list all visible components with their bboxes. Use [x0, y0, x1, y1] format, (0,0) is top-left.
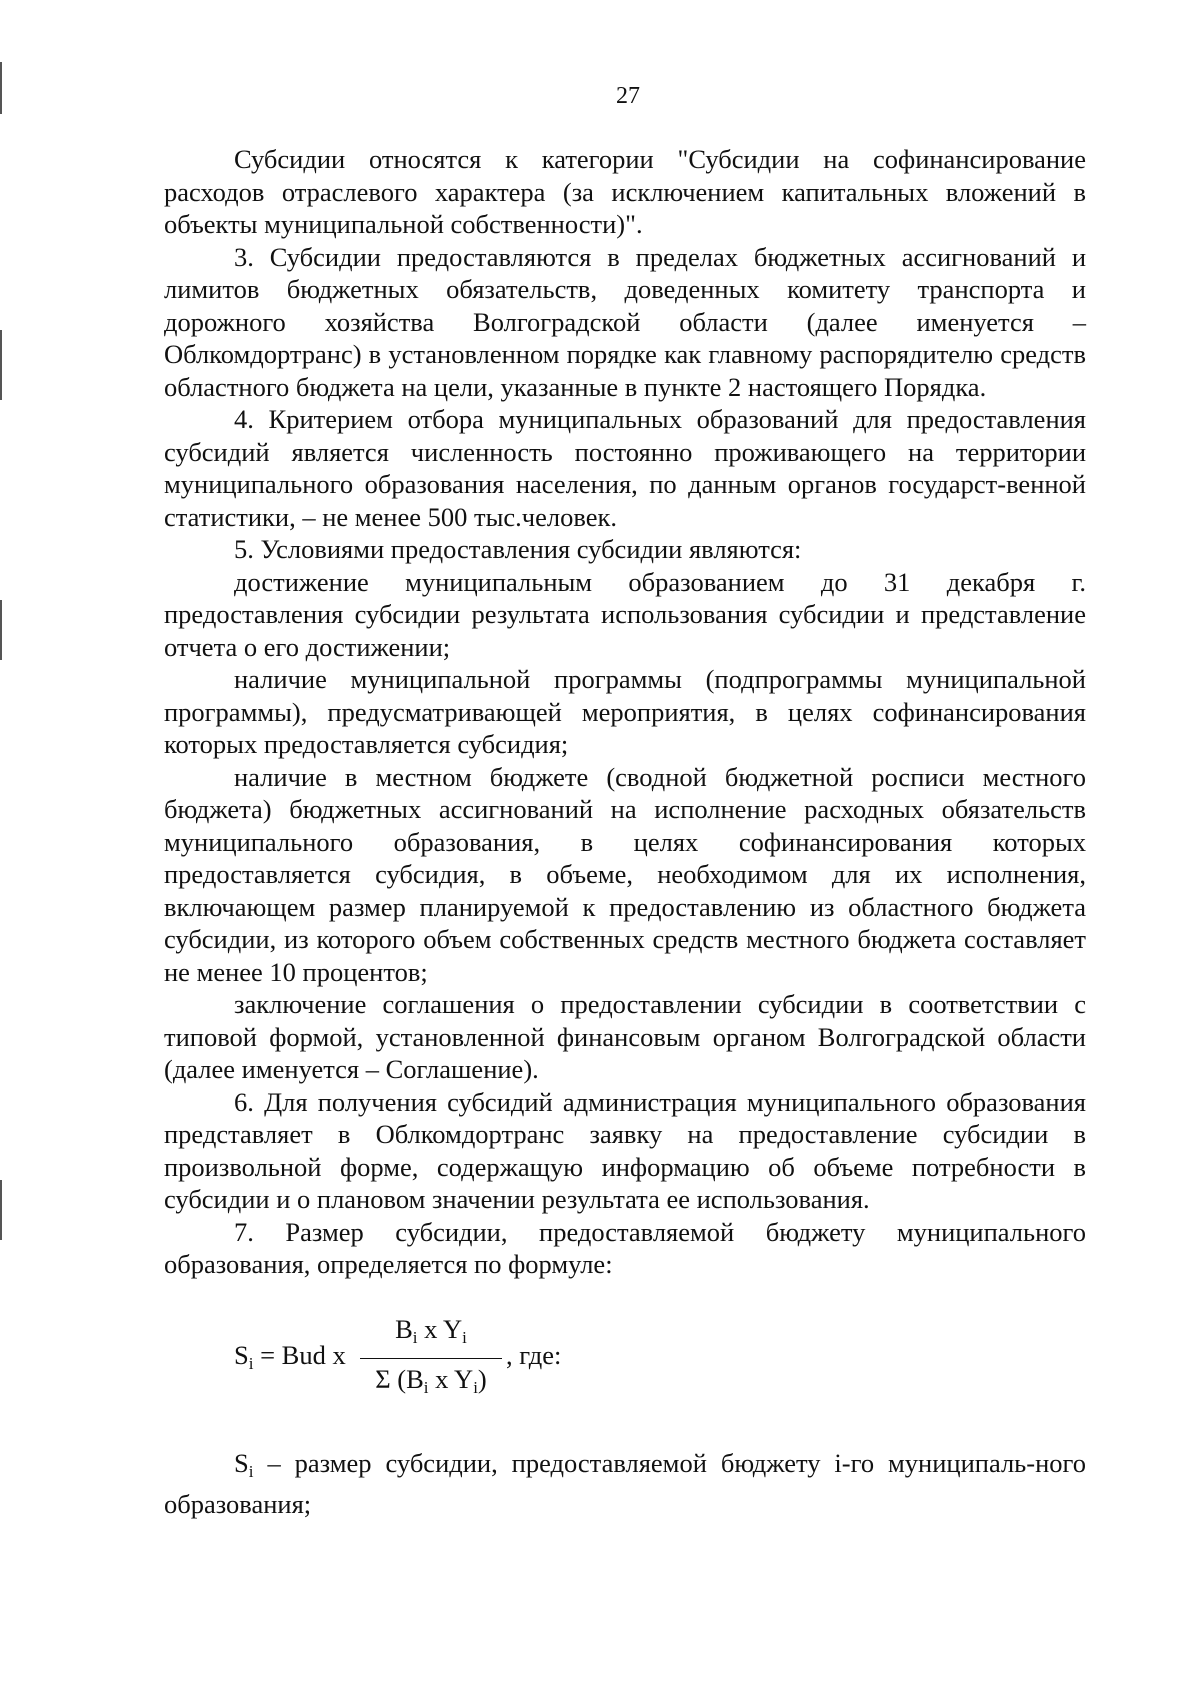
condition-budget: наличие в местном бюджете (сводной бюджетной росписи местного бюджета) бюджетных ассигнований на исполнение расходных обязательств муниципального образования, в целях софинансирования которых предоставляется субсидия, в объеме, необходимом для их исполнения, включающем размер планируемой к предоставлению из областного бюджета субсидии, из которого объем собственных средств местного бюджета составляет не менее 10 процентов;	[164, 761, 1086, 987]
page-number: 27	[616, 83, 640, 109]
scan-edge-mark	[0, 330, 2, 400]
formula-fraction	[360, 1309, 502, 1408]
formula-numerator: $B_i$ x $Y_i$	[360, 1309, 502, 1359]
formula-eq-bud: = Bud x	[253, 1339, 346, 1370]
formula-s: S	[234, 1339, 249, 1370]
paragraph-7: 7. Размер субсидии, предоставляемой бюджету муниципального образования, определяется по формуле:	[164, 1216, 1086, 1279]
scan-left-edge	[0, 0, 3, 1708]
formula-where: , где:	[506, 1339, 562, 1370]
formula-lhs	[234, 1339, 346, 1381]
condition-result: достижение муниципальным образованием до 31 декабря г. предоставления субсидии результата использования субсидии и представление отчета о его достижении;	[164, 566, 1086, 662]
formula-sub-i: i	[248, 1353, 254, 1373]
paragraph-category: Субсидии относятся к категории "Субсидии на софинансирование расходов отраслевого характера (за исключением капитальных вложений в объекты муниципальной собственности)".	[164, 144, 1086, 239]
scan-edge-mark	[0, 600, 2, 660]
formula-denominator: Σ ($B_i$ x $Y_i$)	[375, 1363, 487, 1397]
document-body	[164, 143, 1086, 1521]
condition-program: наличие муниципальной программы (подпрограммы муниципальной программы), предусматривающей мероприятия, в целях софинансирования которых предоставляется субсидия;	[164, 664, 1086, 759]
condition-agreement: заключение соглашения о предоставлении субсидии в соответствии с типовой формой, установленной финансовым органом Волгоградской области (далее именуется – Соглашение).	[164, 989, 1086, 1084]
paragraph-3: 3. Субсидии предоставляются в пределах бюджетных ассигнований и лимитов бюджетных обязательств, доведенных комитету транспорта и дорожного хозяйства Волгоградской области (далее именуется – Облкомдортранс) в установленном порядке как главному распорядителю средств областного бюджета на цели, указанные в пункте 2 настоящего Порядка.	[164, 241, 1086, 402]
paragraph-6: 6. Для получения субсидий администрация муниципального образования представляет в Облкомдортранс заявку на предоставление субсидии в произвольной форме, содержащую информацию об объеме потребности в субсидии и о плановом значении результата ее использования.	[164, 1086, 1086, 1214]
subsidy-formula	[164, 1309, 1086, 1427]
scan-edge-mark	[0, 1180, 2, 1240]
definition-si: $S_i$ – размер субсидии, предоставляемой бюджету i-го муниципаль-ного образования;	[164, 1447, 1086, 1519]
paragraph-5: 5. Условиями предоставления субсидии являются:	[234, 534, 802, 564]
paragraph-4: 4. Критерием отбора муниципальных образований для предоставления субсидий является численность постоянно проживающего на территории муниципального образования населения, по данным органов государст-венной статистики, – не менее 500 тыс.человек.	[164, 404, 1086, 532]
